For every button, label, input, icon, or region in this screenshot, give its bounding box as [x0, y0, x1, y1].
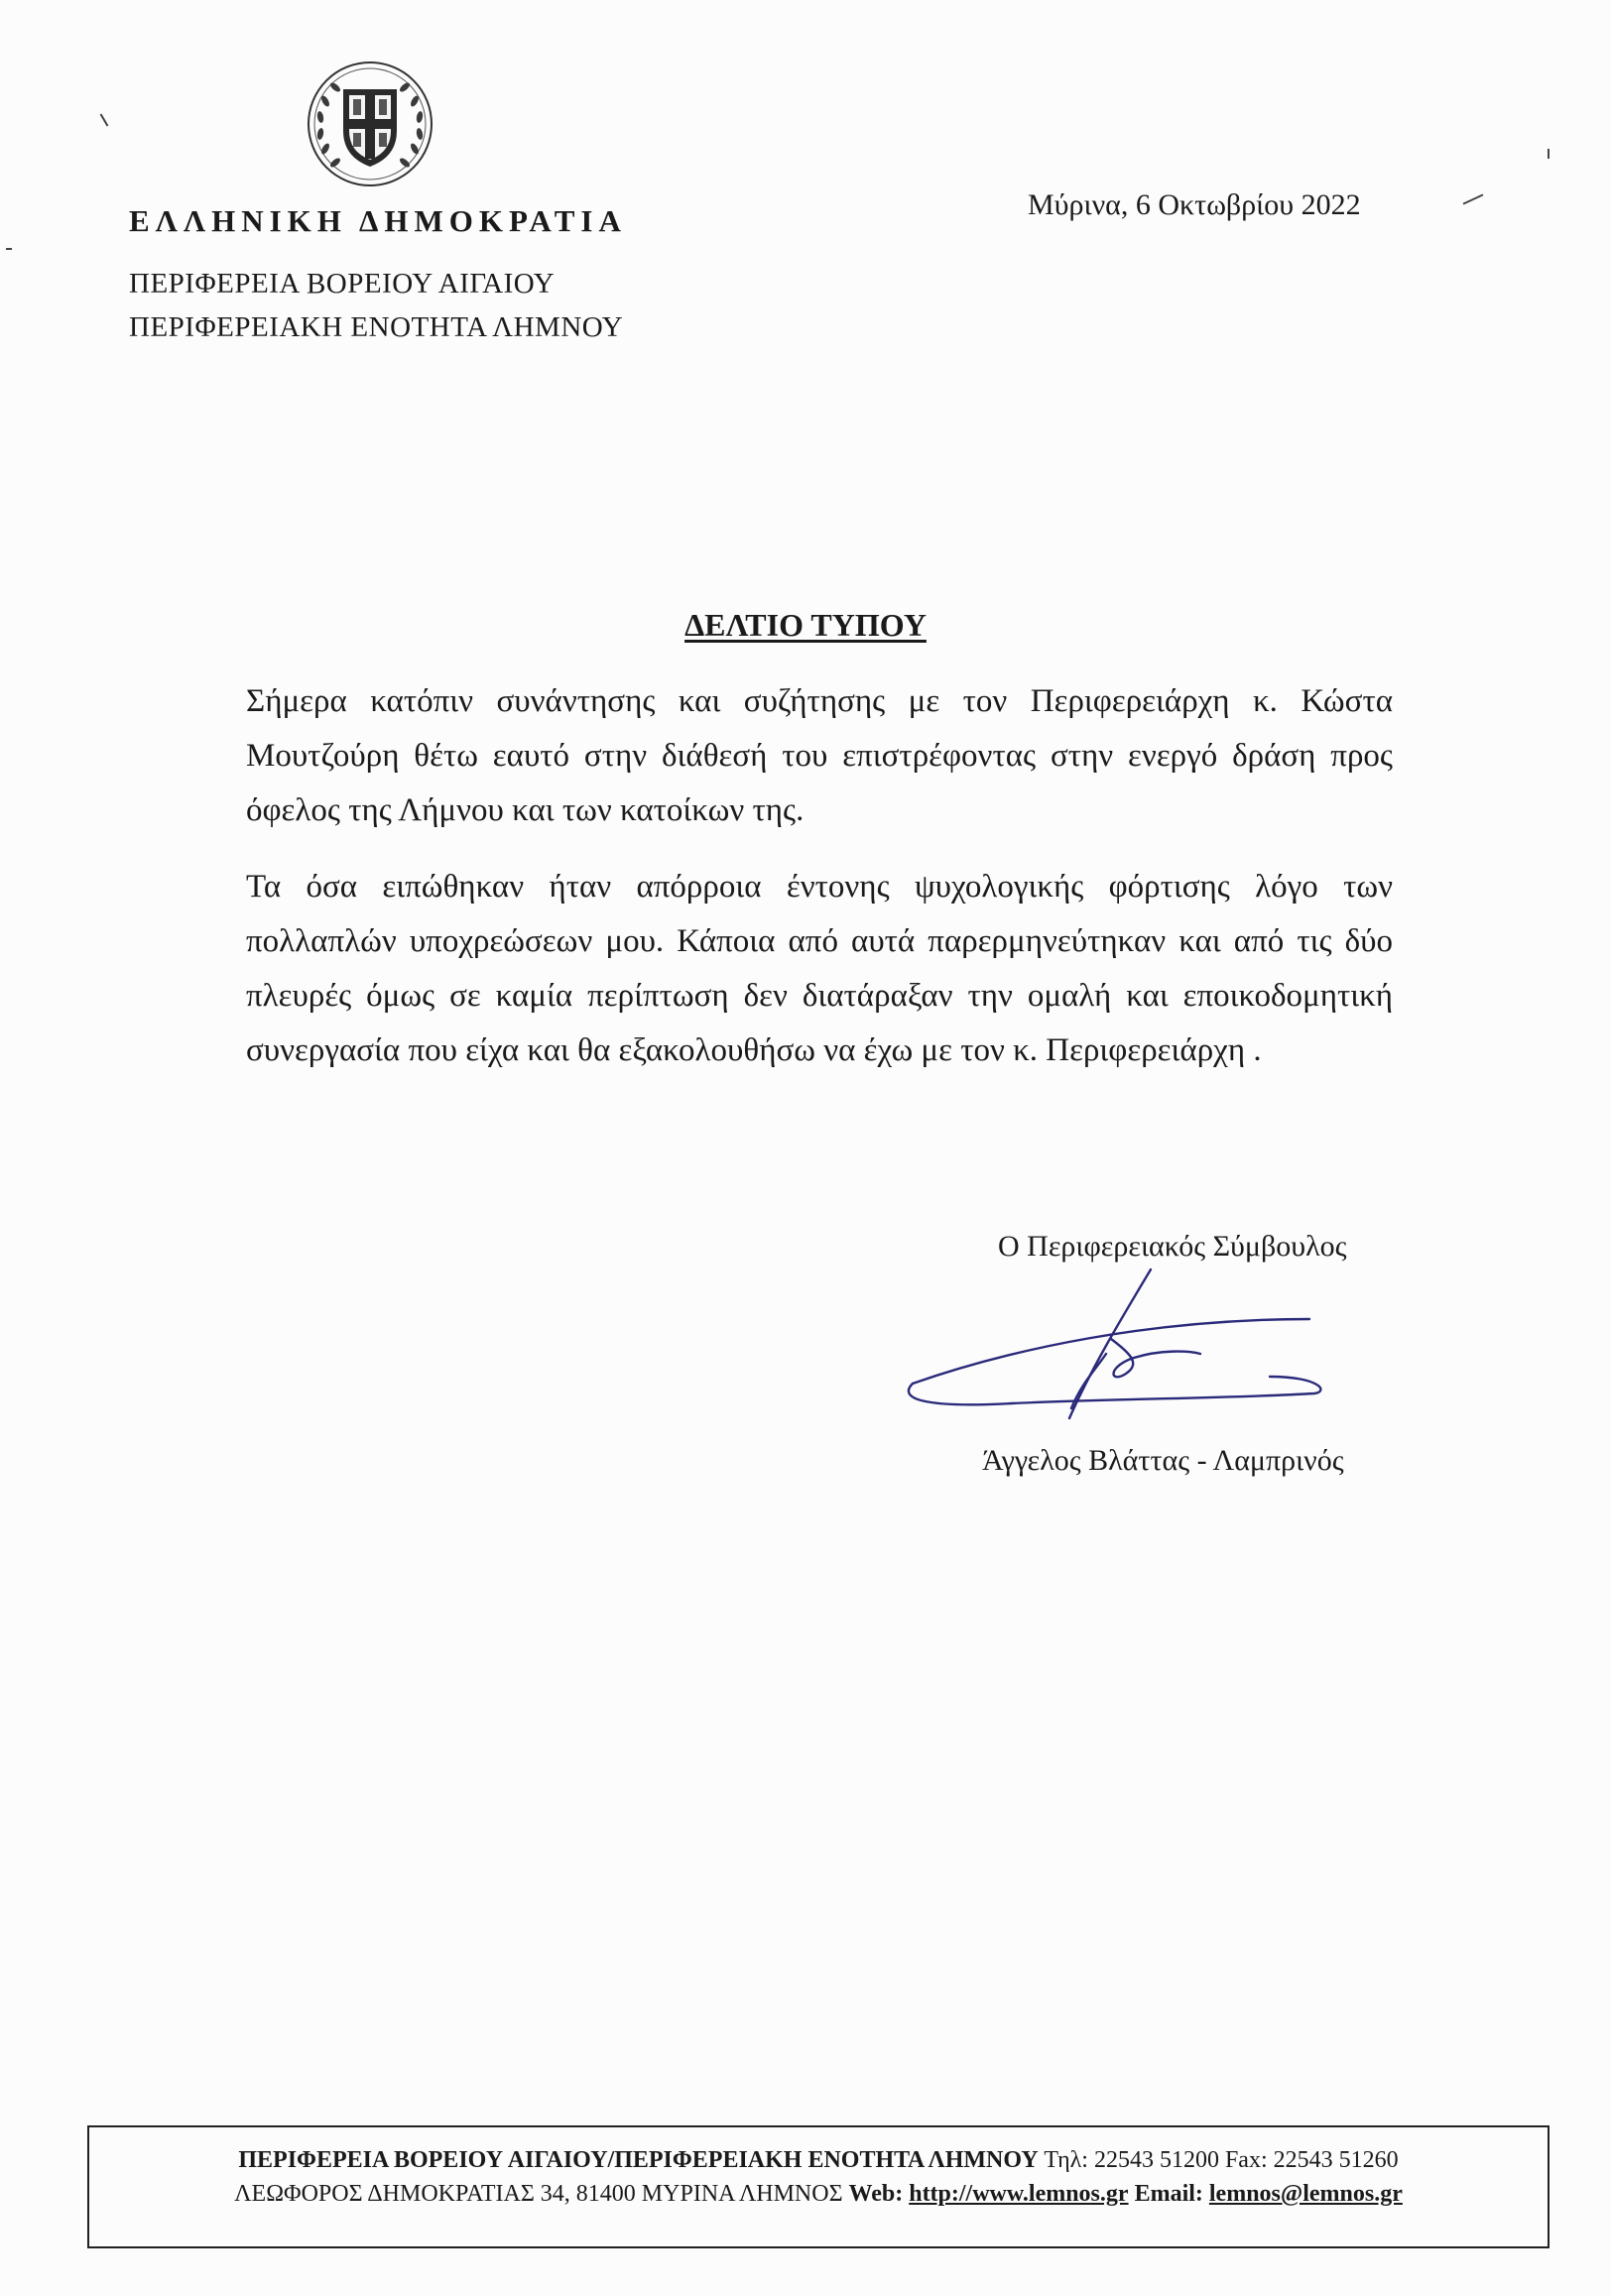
- signatory-name: Άγγελος Βλάττας - Λαμπρινός: [982, 1444, 1344, 1477]
- footer-org: ΠΕΡΙΦΕΡΕΙΑ ΒΟΡΕΙΟΥ ΑΙΓΑΙΟΥ/ΠΕΡΙΦΕΡΕΙΑΚΗ ΕΝΟΤΗΤΑ ΛΗΜΝΟΥ: [238, 2147, 1039, 2173]
- handwritten-signature: [893, 1260, 1369, 1438]
- body-paragraph: Τα όσα ειπώθηκαν ήταν απόρροια έντονης ψυχολογικής φόρτισης λόγο των πολλαπλών υποχρεώσεων μου. Κάποια από αυτά παρερμηνεύτηκαν και από τις δύο πλευρές όμως σε καμία περίπτωση δεν διατάραξαν την ομαλή και εποικοδομητική συνεργασία που είχα και θα εξακολουθήσω να έχω με τον κ. Περιφερειάρχη .: [246, 869, 1393, 1068]
- footer-email-link[interactable]: lemnos@lemnos.gr: [1208, 2181, 1403, 2207]
- issuer-block: [129, 262, 623, 349]
- scan-speck: [1463, 193, 1484, 204]
- regional-unit-name: ΠΕΡΙΦΕΡΕΙΑΚΗ ΕΝΟΤΗΤΑ ΛΗΜΝΟΥ: [129, 311, 624, 343]
- document-date: Μύρινα, 6 Οκτωβρίου 2022: [1028, 188, 1361, 221]
- signatory-role: Ο Περιφερειακός Σύμβουλος: [998, 1230, 1347, 1263]
- letterhead-footer: [87, 2125, 1549, 2248]
- scan-speck: [100, 113, 109, 126]
- scan-speck: [1548, 149, 1549, 159]
- footer-phone: Τηλ: 22543 51200: [1044, 2147, 1219, 2173]
- footer-email-label: Email:: [1134, 2181, 1203, 2207]
- footer-line-1: [89, 2143, 1548, 2177]
- republic-heading: ΕΛΛΗΝΙΚΗ ΔΗΜΟΚΡΑΤΙΑ: [129, 203, 627, 238]
- footer-web-link[interactable]: http://www.lemnos.gr: [909, 2181, 1129, 2207]
- region-name: ΠΕΡΙΦΕΡΕΙΑ ΒΟΡΕΙΟΥ ΑΙΓΑΙΟΥ: [129, 268, 556, 300]
- footer-line-2: [89, 2177, 1548, 2211]
- greek-coat-of-arms-icon: [306, 60, 434, 188]
- scan-speck: [6, 248, 12, 250]
- footer-web-label: Web:: [848, 2181, 904, 2207]
- footer-fax: Fax: 22543 51260: [1224, 2147, 1399, 2173]
- footer-address: ΛΕΩΦΟΡΟΣ ΔΗΜΟΚΡΑΤΙΑΣ 34, 81400 ΜΥΡΙΝΑ ΛΗΜΝΟΣ: [234, 2181, 843, 2207]
- document-body: [246, 674, 1393, 1100]
- body-paragraph: Σήμερα κατόπιν συνάντησης και συζήτησης με τον Περιφερειάρχη κ. Κώστα Μουτζούρη θέτω εαυτό στην διάθεσή του επιστρέφοντας στην ενεργό δράση προς όφελος της Λήμνου και των κατοίκων της.: [246, 683, 1393, 828]
- document-title: ΔΕΛΤΙΟ ΤΥΠΟΥ: [684, 607, 927, 643]
